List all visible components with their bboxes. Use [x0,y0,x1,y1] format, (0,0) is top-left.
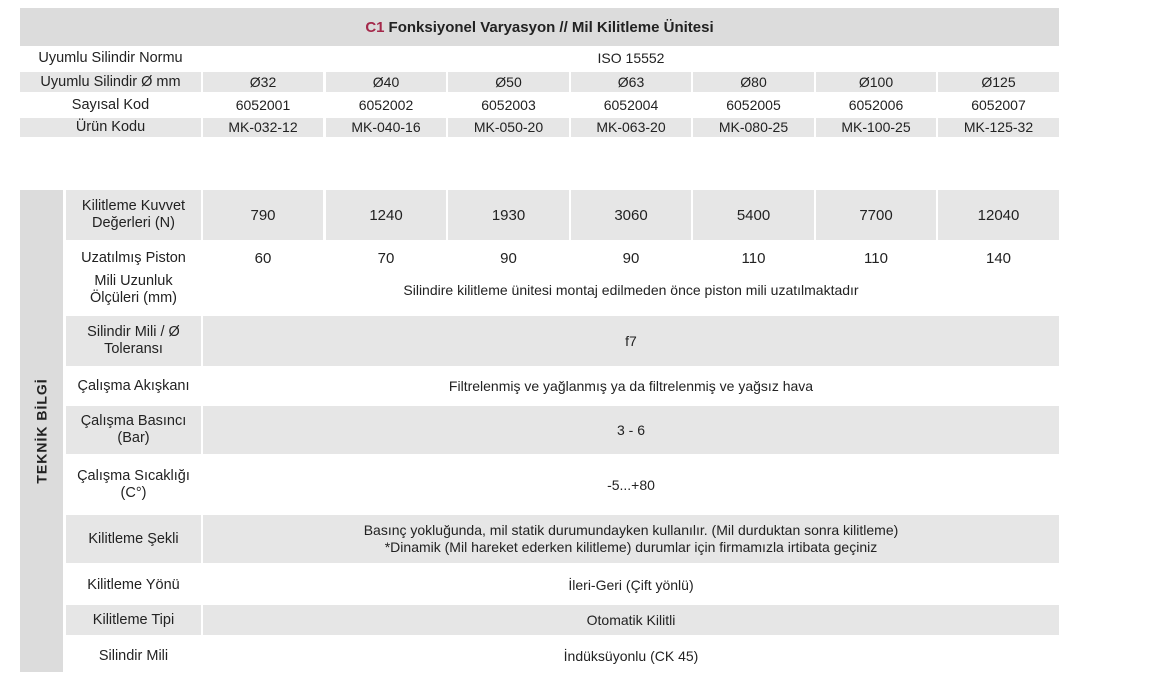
lock-shape-label: Kilitleme Şekli [66,515,201,563]
force-cell: 1930 [448,190,569,240]
force-cell: 1240 [326,190,446,240]
diameter-cell: Ø100 [816,72,936,92]
pressure-label: Çalışma Basıncı (Bar) [66,406,201,454]
lock-direction-value: İleri-Geri (Çift yönlü) [568,576,694,593]
lock-direction-label: Kilitleme Yönü [87,576,180,593]
side-label: TEKNİK BİLGİ [33,378,50,484]
norm-value: ISO 15552 [597,50,665,66]
extended-cell: 110 [741,249,766,267]
fluid-label: Çalışma Akışkanı [77,377,190,394]
lock-type-value: Otomatik Kilitli [203,605,1059,635]
diameter-cell: Ø32 [203,72,323,92]
product-code-cell: MK-050-20 [448,118,569,137]
norm-label: Uyumlu Silindir Normu [38,50,183,66]
title-code: C1 [365,18,385,36]
product-code-cell: MK-063-20 [571,118,691,137]
product-code-cell: MK-125-32 [938,118,1059,137]
numeric-code-cell: 6052005 [726,96,781,113]
product-code-cell: MK-100-25 [816,118,936,137]
force-cell: 5400 [693,190,814,240]
product-code-cell: MK-032-12 [203,118,323,137]
temperature-label: Çalışma Sıcaklığı (C°) [77,468,190,501]
side-label-bar [20,190,63,672]
extended-cell: 110 [864,249,888,267]
product-code-label: Ürün Kodu [20,118,201,137]
rod-value: İndüksüyonlu (CK 45) [563,647,699,664]
diameter-cell: Ø40 [326,72,446,92]
diameter-cell: Ø63 [571,72,691,92]
table-title [20,8,1059,46]
force-cell: 7700 [816,190,936,240]
product-code-cell: MK-040-16 [326,118,446,137]
product-code-cell: MK-080-25 [693,118,814,137]
temperature-value: -5...+80 [607,476,655,493]
force-cell: 790 [203,190,323,240]
rod-length-value: Silindire kilitleme ünitesi montaj edilmeden önce piston mili uzatılmaktadır [403,281,859,298]
numeric-code-cell: 6052001 [235,96,291,113]
rod-label: Silindir Mili [98,647,169,664]
numeric-code-cell: 6052006 [848,96,904,113]
lock-type-label: Kilitleme Tipi [66,605,201,635]
numeric-code-cell: 6052004 [603,96,659,113]
diameter-label: Uyumlu Silindir Ø mm [20,72,201,92]
diameter-cell: Ø125 [938,72,1059,92]
extended-label: Uzatılmış Piston [81,249,186,266]
title-text: Fonksiyonel Varyasyon // Mil Kilitleme Ünitesi [388,18,714,36]
tolerance-value: f7 [203,316,1059,366]
diameter-cell: Ø50 [448,72,569,92]
numeric-code-cell: 6052007 [971,96,1026,113]
rod-length-label: Mili Uzunluk Ölçüleri (mm) [90,273,177,306]
fluid-value: Filtrelenmiş ve yağlanmış ya da filtrelenmiş ve yağsız hava [448,377,814,394]
force-cell: 12040 [938,190,1059,240]
lock-shape-value: Basınç yokluğunda, mil statik durumundayken kullanılır. (Mil durduktan sonra kilitleme) *Dinamik (Mil hareket ederken kilitleme) durumlar için firmamızla irtibata geçiniz [203,515,1059,563]
numeric-code-label: Sayısal Kod [71,96,150,113]
force-cell: 3060 [571,190,691,240]
tolerance-label: Silindir Mili / Ø Toleransı [66,316,201,366]
numeric-code-cell: 6052003 [481,96,536,113]
extended-cell: 90 [500,249,517,267]
force-label: Kilitleme Kuvvet Değerleri (N) [66,190,201,240]
diameter-cell: Ø80 [693,72,814,92]
extended-cell: 90 [622,249,640,267]
extended-cell: 70 [377,249,395,267]
extended-cell: 60 [254,249,272,267]
numeric-code-cell: 6052002 [358,96,414,113]
extended-cell: 140 [985,249,1012,267]
pressure-value: 3 - 6 [203,406,1059,454]
